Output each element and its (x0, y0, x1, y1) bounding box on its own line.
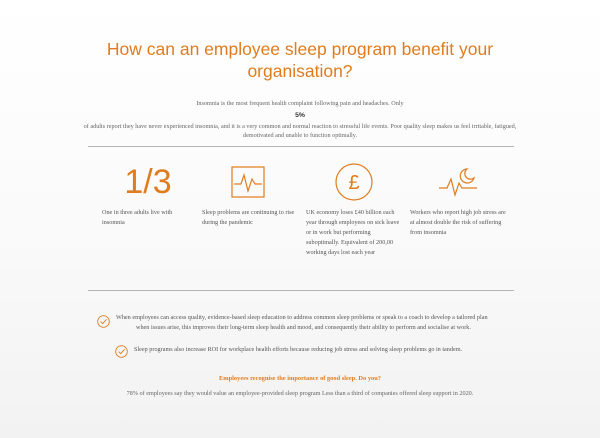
footer-stat: 78% of employees say they would value an employee-provided sleep program Less than a third of companies offered sleep support in 2020. (126, 390, 474, 397)
benefit-2-line-1: Sleep programs also increase ROI for workplace health efforts because reducing job stress and solving sleep problems go in tandem. (134, 346, 463, 353)
check-circle-icon (97, 315, 110, 328)
stat-economy (306, 160, 402, 258)
stat-insomnia-text: One in three adults live with insomnia (102, 209, 173, 226)
intro-stat: 5% (295, 112, 305, 119)
benefit-1-line-2: when issues arise, this improves their long-term sleep health and mood, and consequently their ability to perform and socialise at work. (136, 324, 471, 331)
stat-economy-text: UK economy loses £40 billion each year through employees on sick leave or in work but performing suboptimally. Equivalent of 200,00 working days lost each year (306, 209, 400, 256)
intro-line-1: Insomnia is the most frequent health complaint following pain and headaches. Only (196, 100, 404, 107)
section-subheading: Employees recognise the importance of good sleep. Do you? (219, 375, 381, 382)
pound-coin-icon (334, 162, 374, 202)
heartbeat-moon-icon (437, 164, 479, 200)
stat-job-stress-text: Workers who report high job stress are at almost double the risk of suffering from insomnia (410, 209, 506, 236)
benefit-item-2 (115, 343, 515, 357)
benefit-1-line-1: When employees can access quality, evidence-based sleep education to address common sleep problems or speak to a coach to develop a tailored plan (116, 314, 488, 321)
stats-row (88, 160, 514, 280)
check-circle-icon (115, 345, 128, 358)
intro-paragraph (80, 99, 520, 140)
svg-text:£: £ (348, 172, 360, 194)
page-title: How can an employee sleep program benefit your organisation? (106, 39, 494, 81)
divider-top (88, 146, 514, 147)
pulse-chart-icon (230, 164, 266, 200)
one-third-number: 1/3 (124, 163, 172, 201)
intro-line-2: of adults report they have never experienced insomnia, and it is a very common and normal reaction to stressful life events. Poor quality sleep makes us feel irritable, fatigued, demotivated and unable to function optimally. (83, 123, 517, 139)
stat-job-stress (410, 160, 506, 238)
stat-pandemic (200, 160, 296, 228)
benefit-item-1 (97, 313, 529, 337)
stat-pandemic-text: Sleep problems are continuing to rise during the pandemic (202, 209, 295, 226)
divider-bottom (88, 290, 514, 291)
stat-insomnia (100, 160, 196, 228)
